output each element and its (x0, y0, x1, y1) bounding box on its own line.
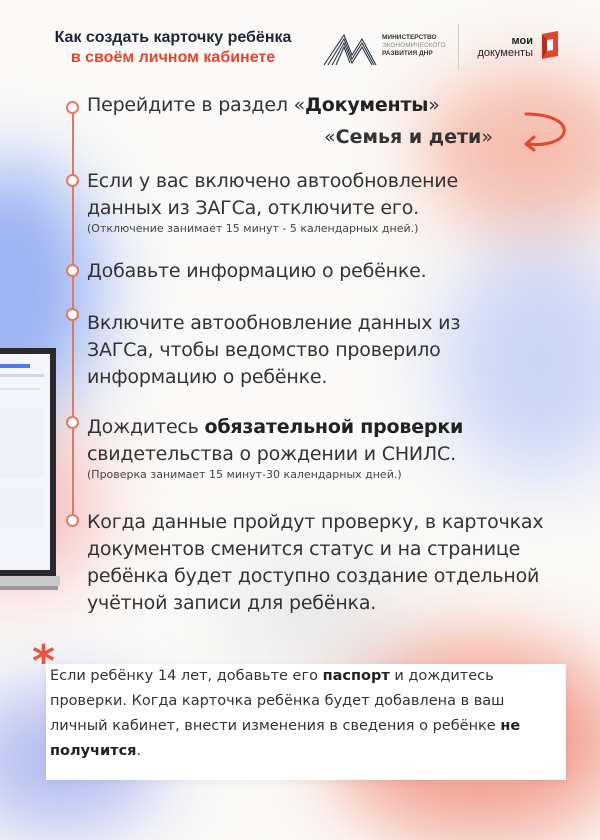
step-text: » (428, 94, 440, 116)
curved-arrow-icon (520, 108, 570, 154)
timeline-dot (66, 264, 79, 277)
laptop-icon (0, 348, 60, 613)
brand-line-1: мои (511, 35, 533, 47)
ministry-line: ЭКОНОМИЧЕСКОГО (382, 42, 446, 49)
step-bold: обязательной проверки (204, 416, 464, 438)
step-text: Добавьте информацию о ребёнке. (87, 260, 427, 282)
step-6 (87, 509, 567, 617)
step-text: Дождитесь (87, 416, 205, 438)
moi-dokumenty-logo-icon (538, 30, 562, 60)
timeline-dot (66, 514, 79, 527)
title-line-2: в своём личном кабинете (70, 49, 276, 66)
note-text-part: и дождитесь проверки. Когда карточка ребёнка будет добавлена в ваш личный кабинет, внести изменения в сведения о ребёнке (50, 668, 505, 734)
step-bold: Документы (305, 94, 429, 116)
step-bold: Семья и дети (335, 126, 482, 148)
step-text: Перейдите в раздел « (87, 94, 306, 116)
step-text: » (481, 126, 493, 148)
note-bold: не получится (50, 718, 521, 759)
ministry-line: РАЗВИТИЯ ДНР (382, 50, 433, 57)
step-2 (87, 168, 527, 236)
brand-line-2: документы (477, 47, 533, 59)
asterisk-icon: * (32, 636, 56, 687)
ministry-line: МИНИСТЕРСТВО (382, 34, 437, 41)
timeline-dot (66, 101, 79, 114)
step-text: « (324, 126, 336, 148)
brand-name (469, 35, 533, 59)
title-line-1: Как создать карточку ребёнка (54, 29, 292, 46)
step-5 (87, 414, 527, 482)
step-text: свидетельства о рождении и СНИЛС. (87, 443, 456, 465)
step-4 (87, 310, 517, 391)
note-bold: паспорт (322, 668, 390, 684)
step-note: (Проверка занимает 15 минут-30 календарных дней.) (87, 468, 402, 481)
step-text: Когда данные пройдут проверку, в карточках документов сменится статус и на странице ребёнка будет доступно создание отдельной учётной записи для ребёнка. (87, 511, 544, 614)
step-note: (Отключение занимает 15 минут - 5 календарных дней.) (87, 222, 419, 235)
step-3 (87, 258, 547, 285)
page-title (48, 28, 298, 68)
timeline-dot (66, 308, 79, 321)
timeline-dot (66, 174, 79, 187)
step-1 (87, 92, 440, 119)
step-text: Включите автообновление данных из ЗАГСа, чтобы ведомство проверило информацию о ребёнке. (87, 312, 461, 388)
timeline-dot (66, 416, 79, 429)
step-1-line-2 (324, 124, 493, 151)
note-text (50, 664, 562, 764)
header-divider (458, 24, 459, 70)
ministry-name (382, 34, 446, 58)
step-text: Если у вас включено автообновление данных из ЗАГСа, отключите его. (87, 170, 459, 219)
note-text-part: . (136, 743, 142, 759)
note-text-part: Если ребёнку 14 лет, добавьте его (50, 668, 323, 684)
